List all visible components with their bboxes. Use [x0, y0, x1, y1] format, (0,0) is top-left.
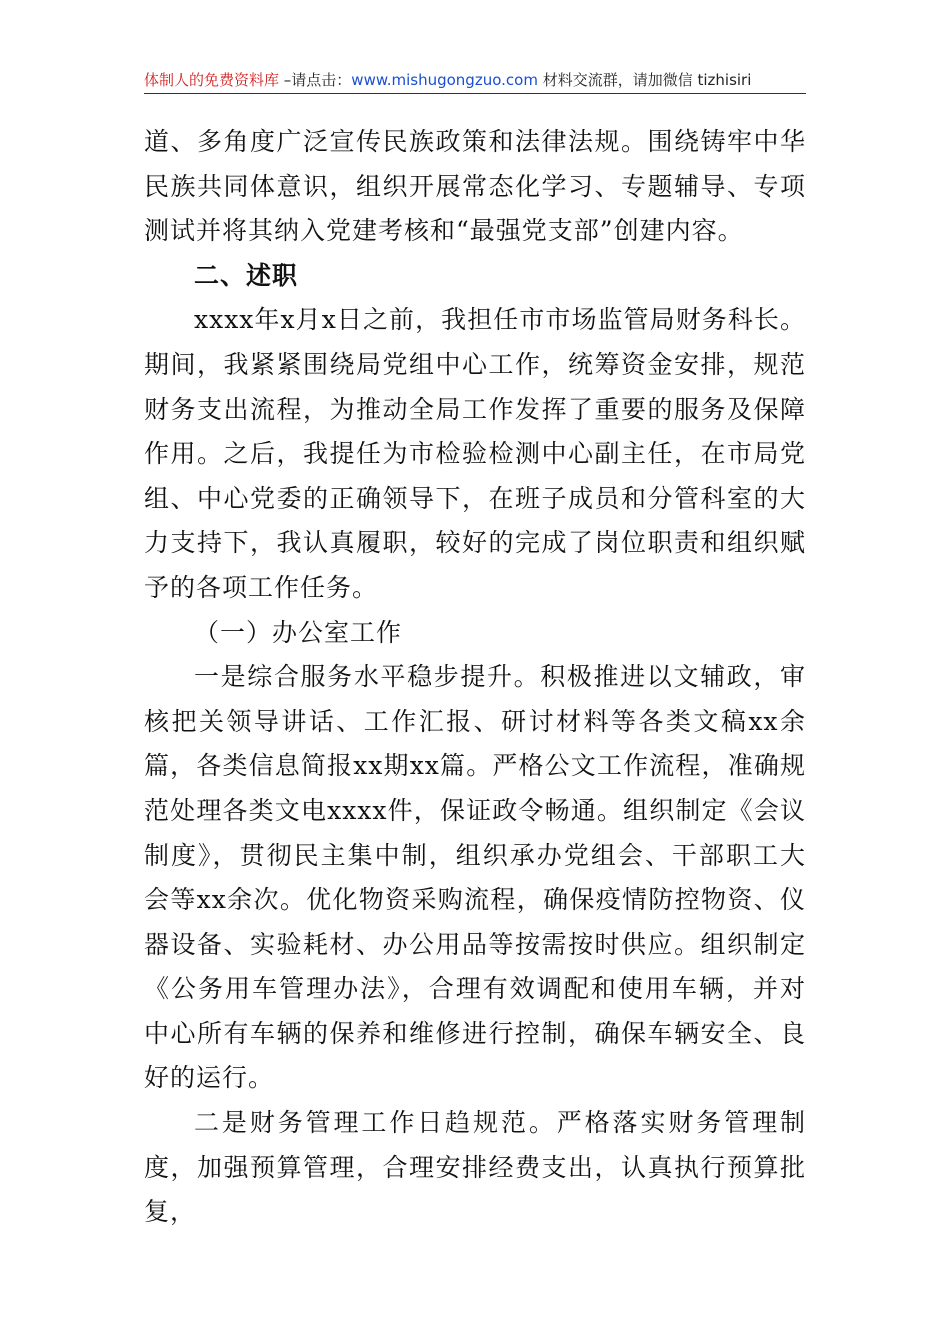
header-website-link[interactable]: www.mishugongzuo.com	[351, 71, 538, 89]
page-header	[144, 68, 806, 92]
subheading-office-work: （一）办公室工作	[194, 617, 403, 647]
document-body	[144, 120, 806, 1235]
section-heading-duty-report: 二、述职	[194, 260, 299, 290]
paragraph-comprehensive-service: 一是综合服务水平稳步提升。积极推进以文辅政，审核把关领导讲话、工作汇报、研讨材料等各类文稿xx余篇，各类信息简报xx期xx篇。严格公文工作流程，准确规范处理各类文电xxxx件，保证政令畅通。组织制定《会议制度》，贯彻民主集中制，组织承办党组会、干部职工大会等xx余次。优化物资采购流程，确保疫情防控物资、仪器设备、实验耗材、办公用品等按需按时供应。组织制定《公务用车管理办法》，合理有效调配和使用车辆，并对中心所有车辆的保养和维修进行控制，确保车辆安全、良好的运行。	[144, 662, 806, 1093]
header-separator: –请点击：	[279, 71, 352, 89]
header-contact-note: 材料交流群，请加微信 tizhisiri	[537, 71, 752, 89]
header-brand[interactable]: 体制人的免费资料库	[144, 71, 280, 89]
paragraph-continued: 道、多角度广泛宣传民族政策和法律法规。围绕铸牢中华民族共同体意识，组织开展常态化学习、专题辅导、专项测试并将其纳入党建考核和“最强党支部”创建内容。	[144, 127, 806, 246]
paragraph-duty-summary: xxxx年x月x日之前，我担任市市场监管局财务科长。期间，我紧紧围绕局党组中心工作，统筹资金安排，规范财务支出流程，为推动全局工作发挥了重要的服务及保障作用。之后，我提任为市检验检测中心副主任，在市局党组、中心党委的正确领导下，在班子成员和分管科室的大力支持下，我认真履职，较好的完成了岗位职责和组织赋予的各项工作任务。	[144, 305, 806, 602]
paragraph-financial-management: 二是财务管理工作日趋规范。严格落实财务管理制度，加强预算管理，合理安排经费支出，认真执行预算批复，	[144, 1108, 806, 1227]
header-divider	[144, 93, 806, 94]
